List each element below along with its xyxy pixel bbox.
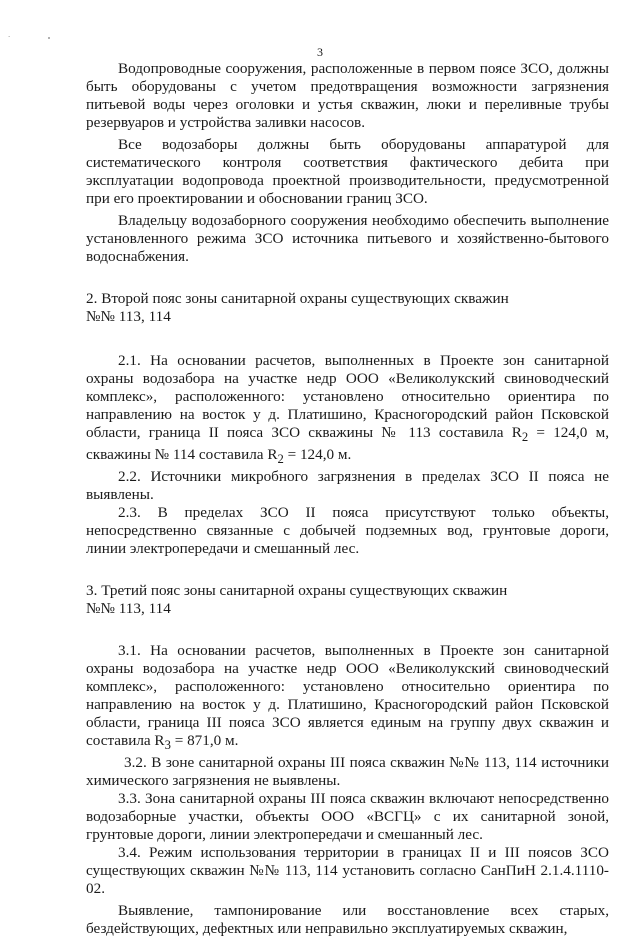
paragraph-2-1: 2.1. На основании расчетов, выполненных в Проекте зон санитарной охраны водозабора на участке недр ООО «Великолукский свиноводческий комплекс», расположенного: установлено относительно ориентира по направлению на восток у д. Платишино, Красногородский район Псковской области, граница II пояса ЗСО скважины № 113 составила $R_2 = 124,0$ м, скважины № 114 составила $R_2 = 124,0$ м. bbox=[86, 352, 609, 467]
page-number: 3 bbox=[317, 45, 323, 59]
paragraph-3-1: 3.1. На основании расчетов, выполненных в Проекте зон санитарной охраны водозабора на участке недр ООО «Великолукский свиноводческий комплекс», расположенного: установлено относительно ориентира по направлению на восток у д. Платишино, Красногородский район Псковской области, граница III пояса ЗСО является единым на группу двух скважин и составила $R_3 = 871,0$ м. bbox=[86, 642, 609, 753]
paragraph-intake-equipment: Все водозаборы должны быть оборудованы аппаратурой для систематического контроля соответствия фактического дебита при эксплуатации водопровода проектной производительности, предусмотренной при его проектировании и обосновании границ ЗСО. bbox=[86, 136, 609, 207]
scan-speck bbox=[48, 37, 50, 39]
section-2-title: 2. Второй пояс зоны санитарной охраны существующих скважин bbox=[86, 290, 509, 307]
document-body bbox=[86, 60, 609, 938]
paragraph-2-2: 2.2. Источники микробного загрязнения в пределах ЗСО II пояса не выявлены. bbox=[86, 468, 609, 504]
section-3-title: 3. Третий пояс зоны санитарной охраны существующих скважин bbox=[86, 582, 508, 600]
section-2-wells: №№ 113, 114 bbox=[86, 308, 171, 325]
section-2-heading bbox=[86, 290, 609, 326]
paragraph-old-wells: Выявление, тампонирование или восстановление всех старых, бездействующих, дефектных или неправильно эксплуатируемых скважин, bbox=[86, 902, 609, 938]
paragraph-owner-duty: Владельцу водозаборного сооружения необходимо обеспечить выполнение установленного режима ЗСО источника питьевого и хозяйственно-бытового водоснабжения. bbox=[86, 212, 609, 265]
section-3-wells: №№ 113, 114 bbox=[86, 600, 171, 618]
paragraph-3-4: 3.4. Режим использования территории в границах II и III поясов ЗСО существующих скважин №№ 113, 114 установить согласно СанПиН 2.1.4.1110-02. bbox=[86, 844, 609, 898]
paragraph-2-3: 2.3. В пределах ЗСО II пояса присутствуют только объекты, непосредственно связанные с добычей подземных вод, грунтовые дороги, линии электропередачи и смешанный лес. bbox=[86, 504, 609, 558]
paragraph-3-2: 3.2. В зоне санитарной охраны III пояса скважин №№ 113, 114 источники химического загрязнения не выявлены. bbox=[86, 754, 609, 790]
paragraph-3-3: 3.3. Зона санитарной охраны III пояса скважин включают непосредственно водозаборные участки, объекты ООО «ВСГЦ» с их санитарной зоной, грунтовые дороги, линии электропередачи и смешанный лес. bbox=[86, 790, 609, 844]
paragraph-intake-structures: Водопроводные сооружения, расположенные в первом поясе ЗСО, должны быть оборудованы с учетом предотвращения возможности загрязнения питьевой воды через оголовки и устья скважин, люки и переливные трубы резервуаров и устройства заливки насосов. bbox=[86, 60, 609, 131]
scan-mark: · bbox=[8, 33, 11, 41]
section-3-heading bbox=[86, 582, 609, 618]
